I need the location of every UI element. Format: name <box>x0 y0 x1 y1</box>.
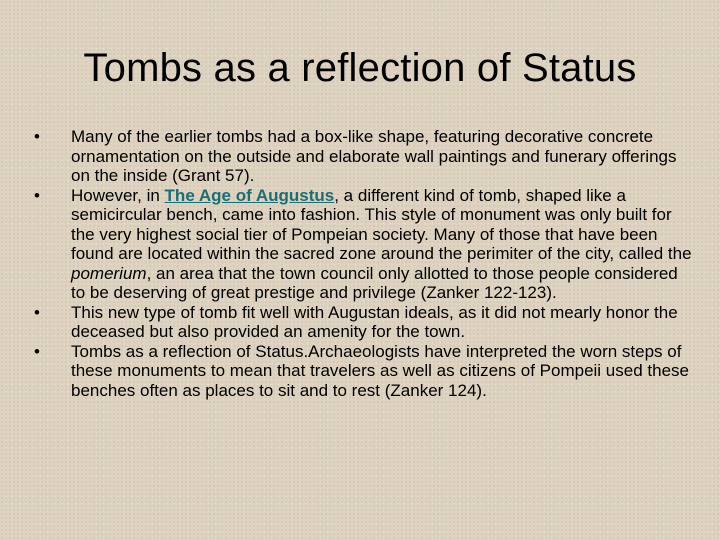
bullet-icon: • <box>34 341 40 361</box>
bullet-item-4 <box>34 342 694 401</box>
bullet-icon: • <box>34 302 40 322</box>
pomerium-term: pomerium <box>71 263 147 283</box>
bullet-item-2 <box>34 186 694 303</box>
bullet-text: Tombs as a reflection of Status.Archaeologists have interpreted the worn steps of these monuments to mean that travelers as well as citizens of Pompeii used these benches often as places to sit and to rest (Zanker 124). <box>71 341 689 400</box>
bullet-icon: • <box>34 185 40 205</box>
bullet-text-post: , an area that the town council only allotted to those people considered to be deserving of great prestige and privilege (Zanker 122-123). <box>71 263 678 302</box>
bullet-text-pre: However, in <box>71 185 165 205</box>
bullet-text: Many of the earlier tombs had a box-like shape, featuring decorative concrete ornamentation on the outside and elaborate wall paintings and funerary offerings on the inside (Grant 57). <box>71 127 677 185</box>
age-of-augustus-link[interactable]: The Age of Augustus <box>164 185 335 205</box>
bullet-text: This new type of tomb fit well with Augustan ideals, as it did not mearly honor the deceased but also provided an amenity for the town. <box>71 302 678 341</box>
bullet-icon: • <box>34 127 40 146</box>
bullet-item-1 <box>34 127 694 186</box>
slide-title: Tombs as a reflection of Status <box>83 46 637 90</box>
bullet-item-3 <box>34 303 694 342</box>
bullet-text-mid: , a different kind of tomb, shaped like a semicircular bench, came into fashion. This style of monument was only built for the very highest social tier of Pompeian society. Many of those that have been found are located within the sacred zone around the perimiter of the city, called the <box>71 185 692 263</box>
bullet-list <box>34 127 694 400</box>
